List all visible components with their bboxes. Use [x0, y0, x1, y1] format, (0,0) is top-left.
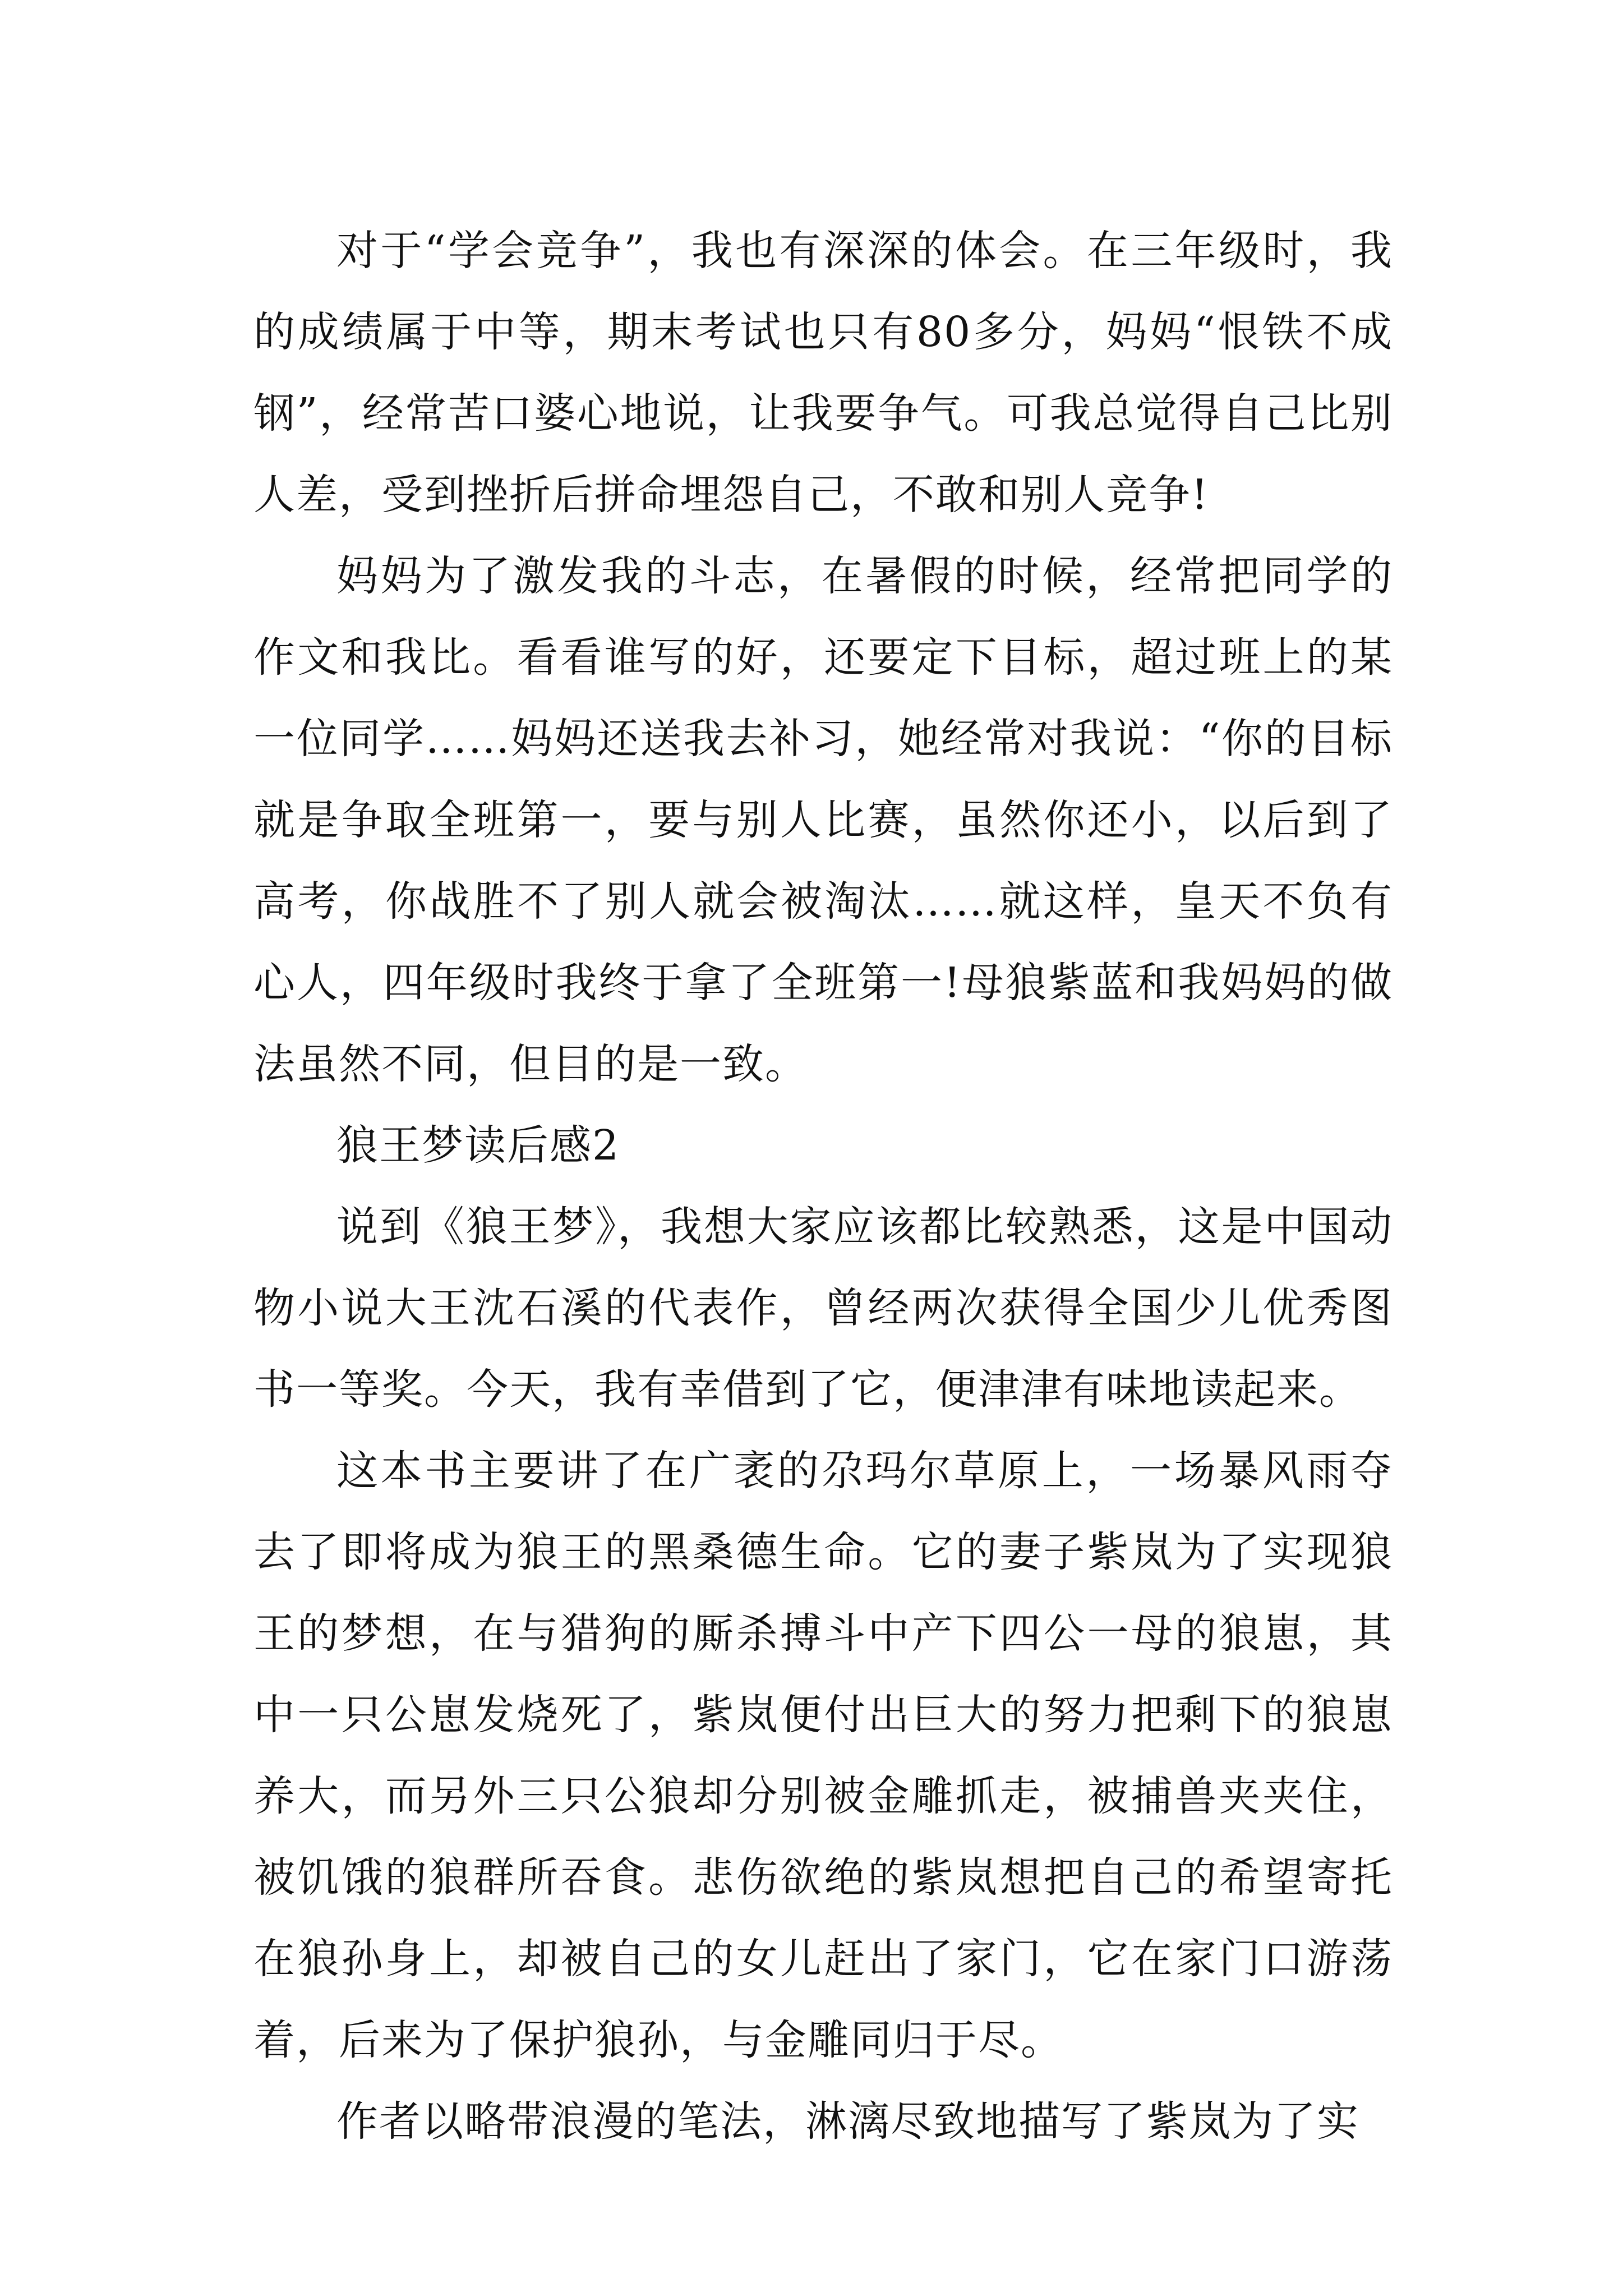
paragraph-mother-motivation: 妈妈为了激发我的斗志，在暑假的时候，经常把同学的作文和我比。看看谁写的好，还要定下目标，超过班上的某一位同学……妈妈还送我去补习，她经常对我说：“你的目标就是争取全班第一，要与别人比赛，虽然你还小，以后到了高考，你战胜不了别人就会被淘汰……就这样，皇天不负有心人，四年级时我终于拿了全班第一!母狼紫蓝和我妈妈的做法虽然不同，但目的是一致。	[253, 552, 1393, 1088]
paragraph-author-style: 作者以略带浪漫的笔法，淋漓尽致地描写了紫岚为了实	[336, 2097, 1359, 2146]
section-title: 狼王梦读后感2	[336, 1121, 620, 1170]
paragraph-competition: 对于“学会竞争”，我也有深深的体会。在三年级时，我的成绩属于中等，期末考试也只有80多分，妈妈“恨铁不成钢”，经常苦口婆心地说，让我要争气。可我总觉得自己比别人差，受到挫折后拼命埋怨自己，不敢和别人竞争!	[253, 227, 1393, 519]
document-body	[253, 210, 1393, 2162]
paragraph-book-summary: 这本书主要讲了在广袤的尕玛尔草原上，一场暴风雨夺去了即将成为狼王的黑桑德生命。它的妻子紫岚为了实现狼王的梦想，在与猎狗的厮杀搏斗中产下四公一母的狼崽，其中一只公崽发烧死了，紫岚便付出巨大的努力把剩下的狼崽养大，而另外三只公狼却分别被金雕抓走，被捕兽夹夹住，被饥饿的狼群所吞食。悲伤欲绝的紫岚想把自己的希望寄托在狼孙身上，却被自己的女儿赶出了家门，它在家门口游荡着，后来为了保护狼孙，与金雕同归于尽。	[253, 1447, 1393, 2064]
paragraph-book-intro: 说到《狼王梦》，我想大家应该都比较熟悉，这是中国动物小说大王沈石溪的代表作，曾经两次获得全国少儿优秀图书一等奖。今天，我有幸借到了它，便津津有味地读起来。	[253, 1203, 1393, 1414]
